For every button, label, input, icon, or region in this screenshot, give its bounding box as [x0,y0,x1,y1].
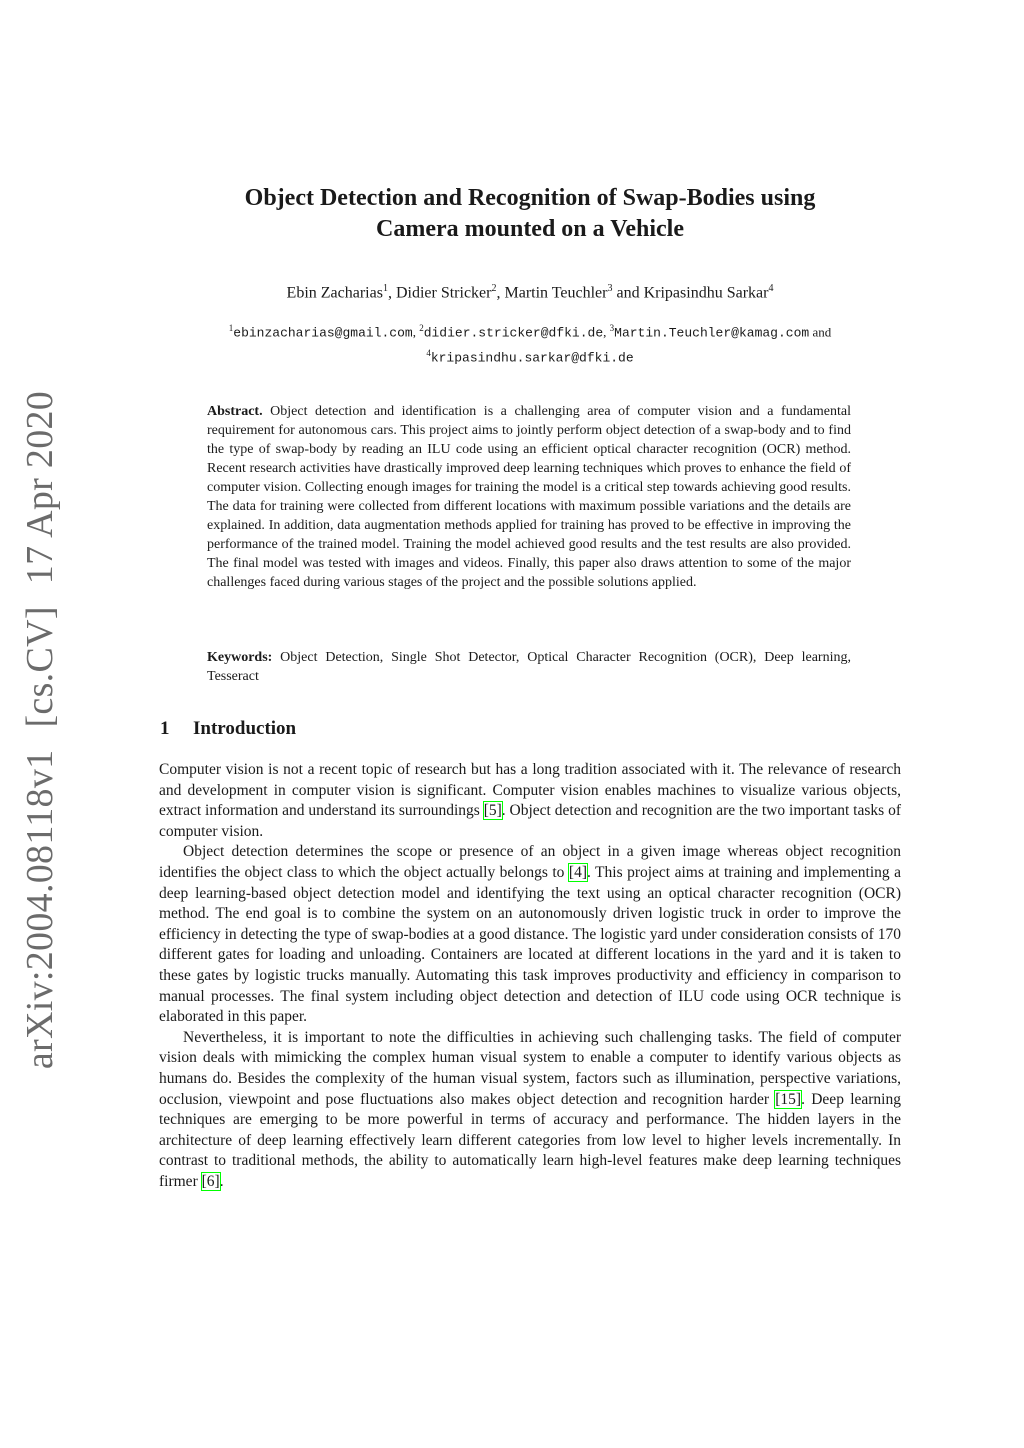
paragraph-text: Nevertheless, it is important to note the difficulties in achieving such challenging tasks. The field of computer vision deals with mimicking the complex human visual system to enable a computer to identify various objects as humans do. Besides the complexity of the human visual system, factors such as illumination, perspective variations, occlusion, viewpoint and pose fluctuations also makes object detection and recognition harder [159,1028,901,1108]
citation-link[interactable]: [4] [568,863,587,881]
abstract-label: Abstract. [207,404,263,419]
email-address[interactable]: ebinzacharias@gmail.com [233,325,413,341]
author-affiliation-mark: 2 [491,283,497,294]
keywords-label: Keywords: [207,650,273,665]
email-separator: and [809,324,832,340]
email-mark: 3 [609,323,615,333]
title-line-2: Camera mounted on a Vehicle [376,216,684,242]
arxiv-stamp [18,391,62,1069]
citation-link[interactable]: [6] [201,1172,220,1190]
keywords [207,648,851,686]
email-separator: , [603,324,610,340]
arxiv-category: [cs.CV] [19,606,61,728]
paragraph [159,760,901,842]
section-heading [160,718,296,740]
citation-link[interactable]: [5] [483,802,502,820]
section-number: 1 [160,718,170,739]
paragraph [159,1028,901,1193]
email-mark: 4 [426,348,431,359]
email-mark: 2 [419,323,424,333]
author-affiliation-mark: 1 [382,283,388,294]
author-name: Didier Stricker [395,284,492,302]
introduction-body [159,760,901,1192]
paper-title [150,183,910,245]
email-mark: 1 [228,323,234,333]
arxiv-date: 17 Apr 2020 [19,390,61,585]
author-list [150,283,910,302]
paragraph-text: . Deep learning techniques are emerging to be more powerful in terms of accuracy and performance. The hidden layers in the architecture of deep learning effectively learn different categories from low level to higher levels incrementally. In contrast to traditional methods, the ability to automatically learn high-level features make deep learning techniques firmer [159,1090,901,1190]
email-address[interactable]: kripasindhu.sarkar@dfki.de [430,350,634,366]
abstract-text: Object detection and identification is a challenging area of computer vision and a fundamental requirement for autonomous cars. This project aims to jointly perform object detection of a swap-body and to find the type of swap-body by reading an ILU code using an efficient optical character recognition (OCR) method. Recent research activities have drastically improved deep learning techniques which proves to enhance the field of computer vision. Collecting enough images for training the model is a critical step towards achieving good results. The data for training were collected from different locations with maximum possible variations and the details are explained. In addition, data augmentation methods applied for training has proved to be effective in improving the performance of the trained model. Training the model achieved good results and the test results are also provided. The final model was tested with images and videos. Finally, this paper also draws attention to some of the major challenges faced during various stages of the project and the possible solutions applied. [207,404,852,590]
author-affiliation-mark: 4 [768,283,774,294]
author-separator: , [496,284,505,302]
arxiv-id[interactable]: arXiv:2004.08118v1 [19,749,61,1070]
author-separator: and [612,284,644,302]
author-separator: , [387,284,396,302]
author-affiliation-mark: 3 [607,283,613,294]
paragraph-text: Computer vision is not a recent topic of research but has a long tradition associated with it. The relevance of research and development in computer vision is significant. Computer vision enables machines to visualize various objects, extract information and understand its surroundings [159,761,901,820]
keywords-text: Object Detection, Single Shot Detector, Optical Character Recognition (OCR), Deep learning, Tesseract [207,650,851,684]
author-name: Martin Teuchler [504,284,608,302]
paragraph-text: . This project aims at training and implementing a deep learning-based object detection model and identifying the text using an optical character recognition (OCR) method. The end goal is to combine the system on an autonomously driven logistic truck in order to improve the efficiency in detecting the type of swap-bodies at a good distance. The logistic yard under consideration consists of 170 different gates for loading and unloading. Containers are located at different locations in the yard and it is taken to these gates by logistic trucks manually. Automating this task improves productivity and efficiency in comparison to manual processes. The final system including object detection and detection of ILU code using OCR technique is elaborated in this paper. [159,863,901,1026]
section-title: Introduction [193,718,297,739]
paragraph [159,842,901,1027]
email-address[interactable]: Martin.Teuchler@kamag.com [614,325,810,341]
abstract [207,402,851,592]
email-list [150,318,910,369]
email-separator: , [412,324,420,340]
citation-link[interactable]: [15] [775,1090,802,1108]
email-address[interactable]: didier.stricker@dfki.de [423,325,604,341]
title-line-1: Object Detection and Recognition of Swap-Bodies using [244,185,816,211]
paragraph-text: . [219,1172,224,1190]
paragraph-text: Object detection determines the scope or presence of an object in a given image whereas object recognition identifies the object class to which the object actually belongs to [159,843,901,881]
paragraph-text: . Object detection and recognition are the two important tasks of computer vision. [159,802,901,840]
author-name: Kripasindhu Sarkar [643,284,769,302]
author-name: Ebin Zacharias [286,284,383,302]
